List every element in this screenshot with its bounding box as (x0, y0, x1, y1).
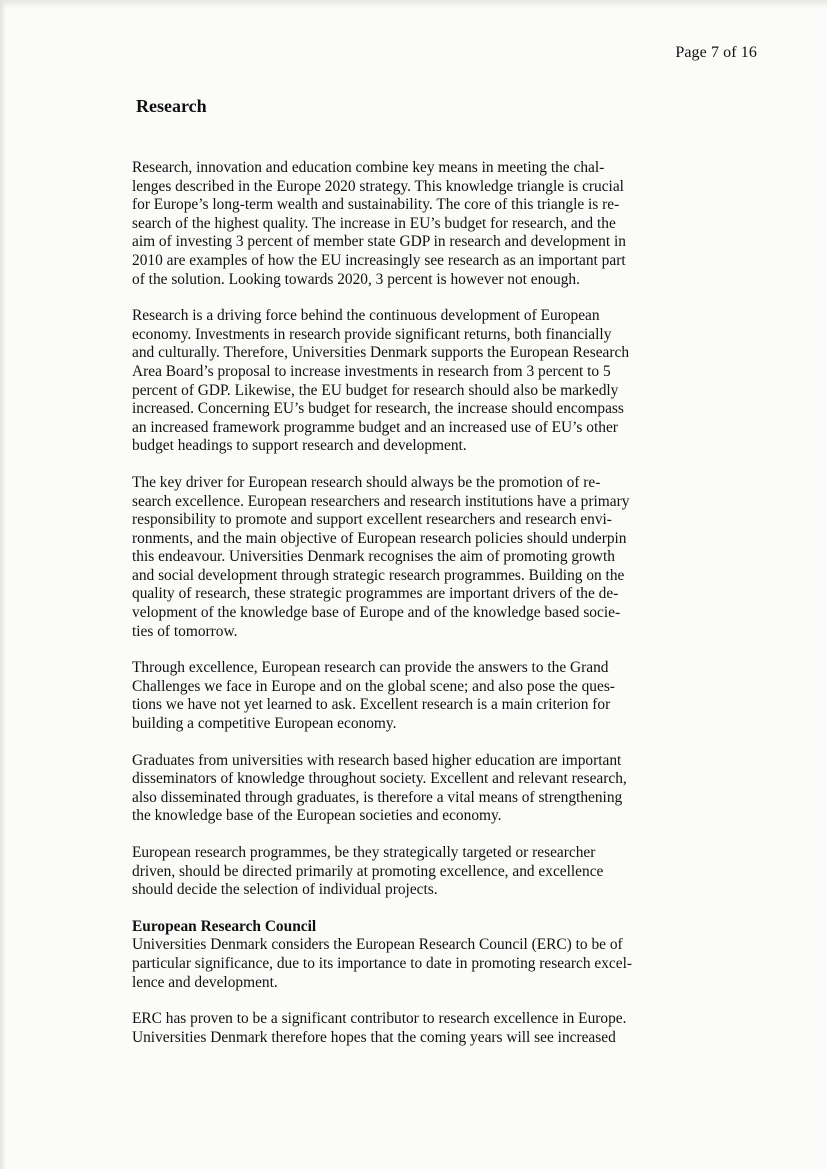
page-number: Page 7 of 16 (675, 44, 757, 61)
paragraph: Graduates from universities with research based higher education are important disseminators of knowledge throughout society. Excellent and relevant research, also disseminated through graduates, is therefore a vital means of strengthening the knowledge base of the European societies and economy. (132, 751, 627, 825)
scan-edge-top (0, 0, 827, 8)
paragraph: Universities Denmark considers the European Research Council (ERC) to be of particular significance, due to its importance to date in promoting research excel- lence and development. (132, 936, 633, 991)
paragraph: ERC has proven to be a significant contributor to research excellence in Europe. Universities Denmark therefore hopes that the coming years will see increased (132, 1010, 627, 1046)
paragraph: Research, innovation and education combine key means in meeting the chal- lenges described in the Europe 2020 strategy. This knowledge triangle is crucial for Europe’s long-term wealth and sustainability. The core of this triangle is re- search of the highest quality. The increase in EU’s budget for research, and the aim of investing 3 percent of member state GDP in research and development in 2010 are examples of how the EU increasingly see research as an important part of the solution. Looking towards 2020, 3 percent is however not enough. (132, 159, 626, 288)
paragraph: Research is a driving force behind the continuous development of European economy. Investments in research provide significant returns, both financially and culturally. Therefore, Universities Denmark supports the European Research Area Board’s proposal to increase investments in research from 3 percent to 5 percent of GDP. Likewise, the EU budget for research should also be markedly increased. Concerning EU’s budget for research, the increase should encompass an increased framework programme budget and an increased use of EU’s other budget headings to support research and development. (132, 307, 630, 455)
erc-section (132, 918, 662, 1048)
paragraph: Through excellence, European research can provide the answers to the Grand Challenges we face in Europe and on the global scene; and also pose the ques- tions we have not yet learned to ask. Excellent research is a main criterion for building a competitive European economy. (132, 659, 615, 733)
paragraph: The key driver for European research should always be the promotion of re- search excellence. European researchers and research institutions have a primary responsibility to promote and support excellent researchers and research envi- ronments, and the main objective of European research policies should underpin this endeavour. Universities Denmark recognises the aim of promoting growth and social development through strategic research programmes. Building on the quality of research, these strategic programmes are important drivers of the de- velopment of the knowledge base of Europe and of the knowledge based socie- ties of tomorrow. (132, 473, 630, 640)
section-heading: Research (136, 96, 207, 116)
body-text (132, 159, 662, 1065)
scan-edge-left (0, 0, 6, 1169)
erc-subheading: European Research Council (132, 917, 317, 935)
paragraph: European research programmes, be they strategically targeted or researcher driven, should be directed primarily at promoting excellence, and excellence should decide the selection of individual projects. (132, 844, 604, 899)
